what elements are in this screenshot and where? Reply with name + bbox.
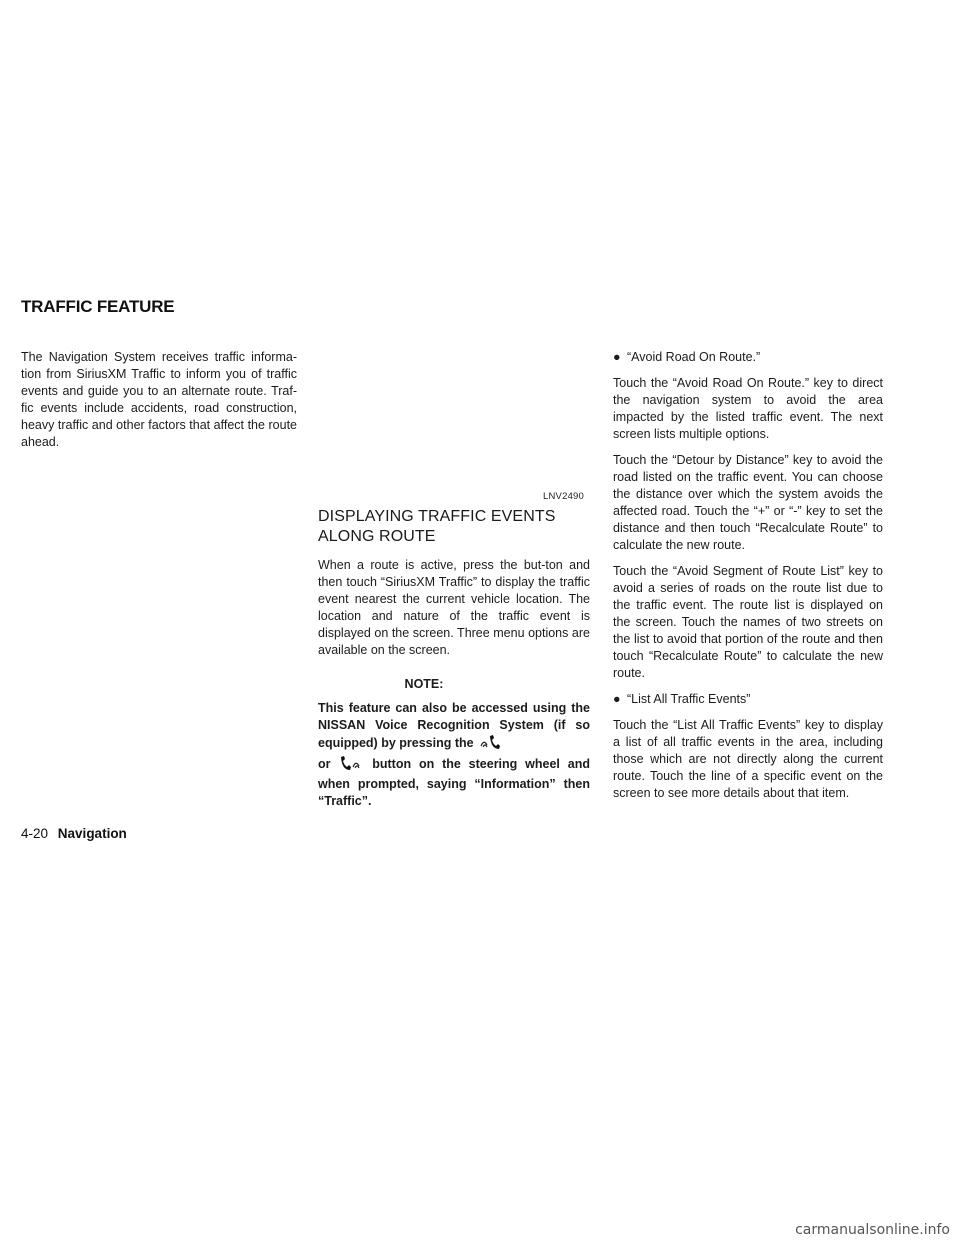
intro-paragraph: The Navigation System receives traffic informa-tion from SiriusXM Traffic to inform you of traffic events and guide you to an alternate route. Traf-fic events include accidents, road construction, heavy traffic and other factors that affect the route ahead. <box>21 350 297 449</box>
watermark: carmanualsonline.info <box>795 1222 950 1238</box>
note-text-part2: button on the steering wheel and when prompted, saying “Information” then “Traffic”. <box>318 757 590 808</box>
page-footer <box>21 826 127 841</box>
section-title: TRAFFIC FEATURE <box>21 297 175 316</box>
column-3 <box>613 349 883 811</box>
avoid-segment-paragraph: Touch the “Avoid Segment of Route List” key to avoid a series of roads on the route list due to the traffic event. The route list is displayed on the screen. Touch the names of two streets on the list to avoid that portion of the route and then touch “Recalculate Route” to calculate the new route. <box>613 564 883 680</box>
bullet-list-all <box>613 691 883 708</box>
voice-phone-icon <box>479 734 501 755</box>
note-or: or <box>318 757 331 771</box>
bullet-text: “Avoid Road On Route.” <box>627 350 761 364</box>
page-number: 4-20 <box>21 826 49 841</box>
bullet-icon: ● <box>613 350 621 364</box>
note-text-part1: This feature can also be accessed using the NISSAN Voice Recognition System (if so equipped) by pressing the <box>318 701 590 750</box>
chapter-name: Navigation <box>57 826 127 841</box>
bullet-avoid-road <box>613 349 883 366</box>
list-all-paragraph: Touch the “List All Traffic Events” key to display a list of all traffic events in the area, including those which are not directly along the current route. Touch the line of a specific event on the screen to see more details about that item. <box>613 718 883 800</box>
avoid-road-paragraph: Touch the “Avoid Road On Route.” key to direct the navigation system to avoid the area impacted by the listed traffic event. The next screen lists multiple options. <box>613 376 883 441</box>
bullet-text: “List All Traffic Events” <box>627 692 751 706</box>
phone-voice-icon <box>340 755 362 776</box>
note-body <box>318 700 590 810</box>
subheading-displaying-traffic-events: DISPLAYING TRAFFIC EVENTS ALONG ROUTE <box>318 508 556 545</box>
note-title: NOTE: <box>404 677 444 691</box>
column-2 <box>318 490 590 819</box>
figure-label: LNV2490 <box>543 491 585 502</box>
route-active-paragraph: When a route is active, press the but-ton and then touch “SiriusXM Traffic” to display the traffic event nearest the current vehicle location. The location and nature of the traffic event is displayed on the screen. Three menu options are available on the screen. <box>318 558 590 657</box>
detour-paragraph: Touch the “Detour by Distance” key to avoid the road listed on the traffic event. You can choose the distance over which the system avoids the affected road. Touch the “+” or “-” key to set the distance and then touch “Recalculate Route” to calculate the new route. <box>613 453 883 552</box>
bullet-icon: ● <box>613 692 621 706</box>
column-1 <box>21 349 297 460</box>
